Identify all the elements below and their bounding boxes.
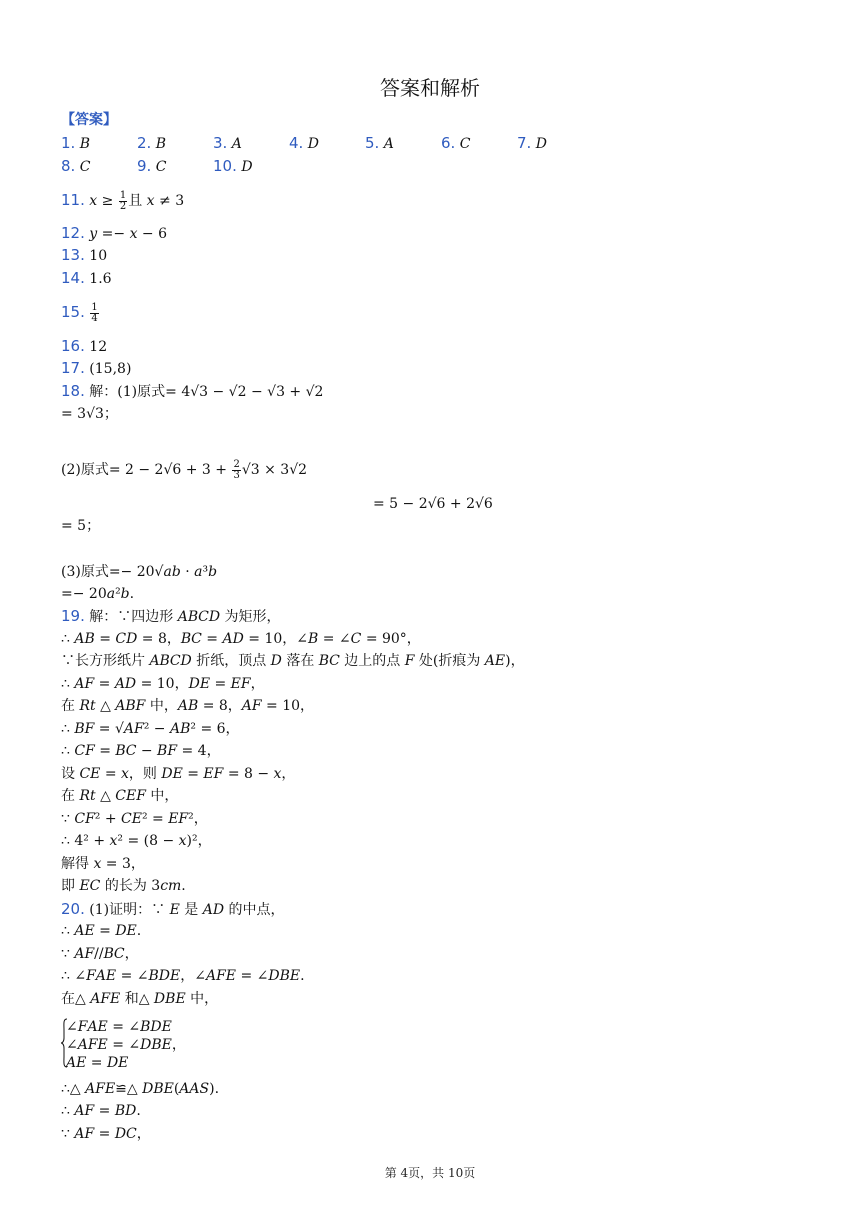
answer-11: 11. 𝑥 ≥ $\frac{1}{2}$ 且 𝑥 ≠ 3 — [61, 189, 185, 212]
answer-19-line: ∴ 𝐴𝐹 = 𝐴𝐷 = 10，𝐷𝐸 = 𝐸𝐹， — [61, 676, 265, 692]
answer-19-line: ∵长方形纸片 𝐴𝐵𝐶𝐷 折纸，顶点 𝐷 落在 𝐵𝐶 边上的点 𝐹 处(折痕为 𝐴𝐸)， — [61, 653, 525, 669]
answer-19-line: ∴ 𝐴𝐵 = 𝐶𝐷 = 8，𝐵𝐶 = 𝐴𝐷 = 10，∠𝐵 = ∠𝐶 = 90°， — [61, 631, 421, 647]
answer-19-line: ∵ 𝐶𝐹² + 𝐶𝐸² = 𝐸𝐹²， — [61, 811, 208, 827]
choice-answer-8: 8. C — [61, 157, 91, 175]
answer-20-line: ∴ 𝐴𝐹 = 𝐵𝐷. — [61, 1103, 141, 1119]
choice-answer-7: 7. D — [517, 134, 547, 152]
choice-answer-9: 9. C — [137, 157, 167, 175]
equation-system-line: ∠𝐹𝐴𝐸 = ∠𝐵𝐷𝐸 — [66, 1019, 172, 1035]
answer-20-line: 在△ 𝐴𝐹𝐸 和△ 𝐷𝐵𝐸 中， — [61, 991, 219, 1007]
answer-20-line: ∴ ∠𝐹𝐴𝐸 = ∠𝐵𝐷𝐸，∠𝐴𝐹𝐸 = ∠𝐷𝐵𝐸. — [61, 968, 305, 984]
choice-answer-10: 10. D — [213, 157, 253, 175]
answer-13: 13. 10 — [61, 246, 108, 264]
answer-20-line: ∵ 𝐴𝐹//𝐵𝐶， — [61, 946, 139, 962]
choice-answer-4: 4. D — [289, 134, 319, 152]
answer-18-line-7: =− 20𝑎²𝑏. — [61, 586, 135, 602]
answer-19-line: ∴ 𝐵𝐹 = √𝐴𝐹² − 𝐴𝐵² = 6， — [61, 721, 240, 737]
answer-20-line: ∴△ 𝐴𝐹𝐸≌△ 𝐷𝐵𝐸(𝐴𝐴𝑆). — [61, 1081, 220, 1097]
answer-18-line-5: = 5； — [61, 518, 101, 534]
answer-19-line: 在 𝑅𝑡 △ 𝐶𝐸𝐹 中， — [61, 788, 179, 804]
page-title: 答案和解析 — [380, 76, 480, 100]
answer-header-label: 【答案】 — [61, 112, 117, 128]
answer-19-line: 设 𝐶𝐸 = 𝑥，则 𝐷𝐸 = 𝐸𝐹 = 8 − 𝑥， — [61, 766, 296, 782]
equation-system-line: ∠𝐴𝐹𝐸 = ∠𝐷𝐵𝐸， — [66, 1037, 186, 1053]
answer-header — [61, 111, 117, 129]
answer-18-line-4: = 5 − 2√6 + 2√6 — [373, 496, 493, 512]
answer-15: 15. $\frac{1}{4}$ — [61, 301, 98, 324]
choice-answer-6: 6. C — [441, 134, 471, 152]
answer-16: 16. 12 — [61, 337, 108, 355]
choice-answer-5: 5. A — [365, 134, 394, 152]
answer-19-line: ∴ 4² + 𝑥² = (8 − 𝑥)²， — [61, 833, 212, 849]
answer-19-line: 解得 𝑥 = 3， — [61, 856, 145, 872]
answer-20-line: ∵ 𝐴𝐹 = 𝐷𝐶， — [61, 1126, 151, 1142]
answer-14: 14. 1.6 — [61, 269, 112, 287]
fraction: $\frac{1}{4}$ — [91, 301, 98, 324]
page-footer: 第 4页，共 10页 — [384, 1166, 476, 1180]
answer-19-line: 19. 解：∵四边形 𝐴𝐵𝐶𝐷 为矩形， — [61, 607, 281, 625]
answer-19-line: 在 𝑅𝑡 △ 𝐴𝐵𝐹 中，𝐴𝐵 = 8，𝐴𝐹 = 10， — [61, 698, 315, 714]
choice-answer-1: 1. B — [61, 134, 91, 152]
equation-system-line: 𝐴𝐸 = 𝐷𝐸 — [66, 1055, 129, 1071]
answer-12: 12. 𝑦 =− 𝑥 − 6 — [61, 224, 168, 242]
answer-18-line-1: 18. 解：(1)原式= 4√3 − √2 − √3 + √2 — [61, 382, 324, 400]
answer-19-line: ∴ 𝐶𝐹 = 𝐵𝐶 − 𝐵𝐹 = 4， — [61, 743, 221, 759]
answer-18-line-3: (2)原式= 2 − 2√6 + 3 + $\frac{2}{3}$ √3 × 3√2 — [61, 458, 308, 481]
fraction: $\frac{1}{2}$ — [119, 189, 127, 212]
answer-17: 17. (15,8) — [61, 359, 132, 377]
choice-answer-3: 3. A — [213, 134, 242, 152]
answer-18-line-6: (3)原式=− 20√𝑎𝑏 · 𝑎³𝑏 — [61, 564, 218, 580]
fraction: $\frac{2}{3}$ — [233, 458, 240, 481]
answer-18-line-2: = 3√3； — [61, 406, 118, 422]
answer-20-line: 20. (1)证明：∵ 𝐸 是 𝐴𝐷 的中点， — [61, 900, 285, 918]
answer-20-line: ∴ 𝐴𝐸 = 𝐷𝐸. — [61, 923, 142, 939]
answer-19-line: 即 𝐸𝐶 的长为 3𝑐𝑚. — [61, 878, 186, 894]
choice-answer-2: 2. B — [137, 134, 167, 152]
